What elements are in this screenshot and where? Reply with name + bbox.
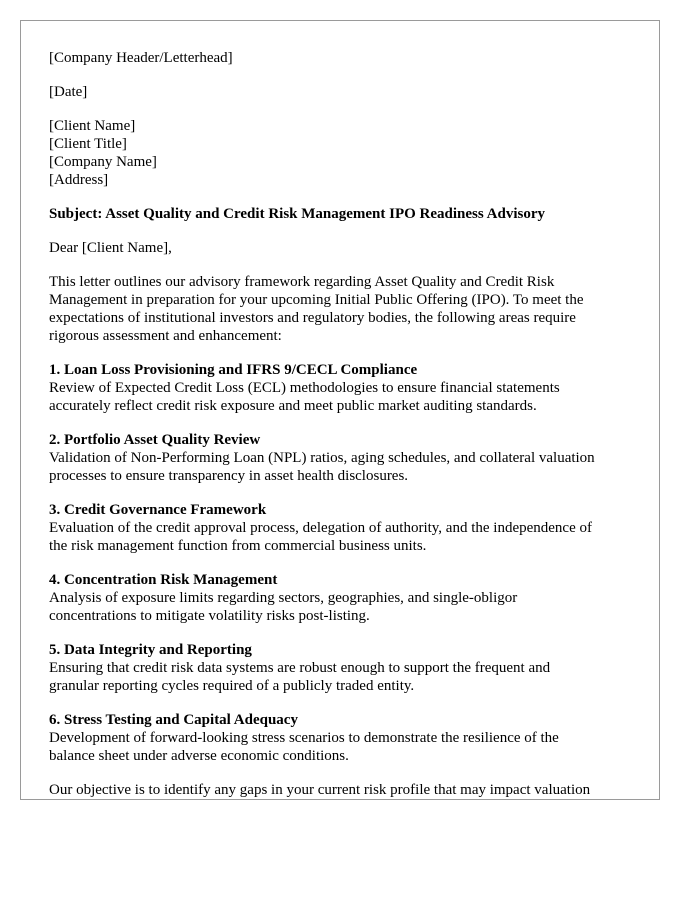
recipient-name: [Client Name] [49,118,136,134]
section-loan-loss-provisioning [49,361,641,415]
recipient-block [49,117,641,189]
letter-date: [Date] [49,84,88,100]
salutation: Dear [Client Name], [49,240,172,256]
recipient-company: [Company Name] [49,154,157,170]
section-text: balance sheet under adverse economic conditions. [49,748,349,764]
recipient-title: [Client Title] [49,136,127,152]
section-text: Review of Expected Credit Loss (ECL) methodologies to ensure financial statements [49,380,560,396]
section-heading: 6. Stress Testing and Capital Adequacy [49,712,298,728]
section-text: granular reporting cycles required of a publicly traded entity. [49,678,415,694]
section-data-integrity [49,641,641,695]
section-text: the risk management function from commercial business units. [49,538,427,554]
section-portfolio-asset-quality [49,431,641,485]
section-text: Evaluation of the credit approval process, delegation of authority, and the independence of [49,520,592,536]
section-credit-governance [49,501,641,555]
intro-line: expectations of institutional investors and regulatory bodies, the following areas require [49,310,576,326]
letterhead: [Company Header/Letterhead] [49,50,233,66]
section-text: processes to ensure transparency in asset health disclosures. [49,468,409,484]
section-text: accurately reflect credit risk exposure and meet public market auditing standards. [49,398,537,414]
section-heading: 5. Data Integrity and Reporting [49,642,252,658]
section-text: Development of forward-looking stress scenarios to demonstrate the resilience of the [49,730,559,746]
intro-line: rigorous assessment and enhancement: [49,328,282,344]
section-stress-testing [49,711,641,765]
section-concentration-risk [49,571,641,625]
letter-page [20,20,660,800]
section-text: Validation of Non-Performing Loan (NPL) ratios, aging schedules, and collateral valuation [49,450,595,466]
closing-paragraph: Our objective is to identify any gaps in your current risk profile that may impact valuation [49,782,591,798]
section-heading: 4. Concentration Risk Management [49,572,278,588]
section-text: concentrations to mitigate volatility risks post-listing. [49,608,370,624]
recipient-address: [Address] [49,172,109,188]
section-text: Analysis of exposure limits regarding sectors, geographies, and single-obligor [49,590,518,606]
intro-line: Management in preparation for your upcoming Initial Public Offering (IPO). To meet the [49,292,584,308]
section-heading: 3. Credit Governance Framework [49,502,267,518]
intro-line: This letter outlines our advisory framework regarding Asset Quality and Credit Risk [49,274,555,290]
intro-paragraph [49,273,641,345]
letter-body [49,49,641,799]
section-heading: 1. Loan Loss Provisioning and IFRS 9/CECL Compliance [49,362,418,378]
section-heading: 2. Portfolio Asset Quality Review [49,432,261,448]
subject-line: Subject: Asset Quality and Credit Risk Management IPO Readiness Advisory [49,206,545,222]
section-text: Ensuring that credit risk data systems are robust enough to support the frequent and [49,660,551,676]
